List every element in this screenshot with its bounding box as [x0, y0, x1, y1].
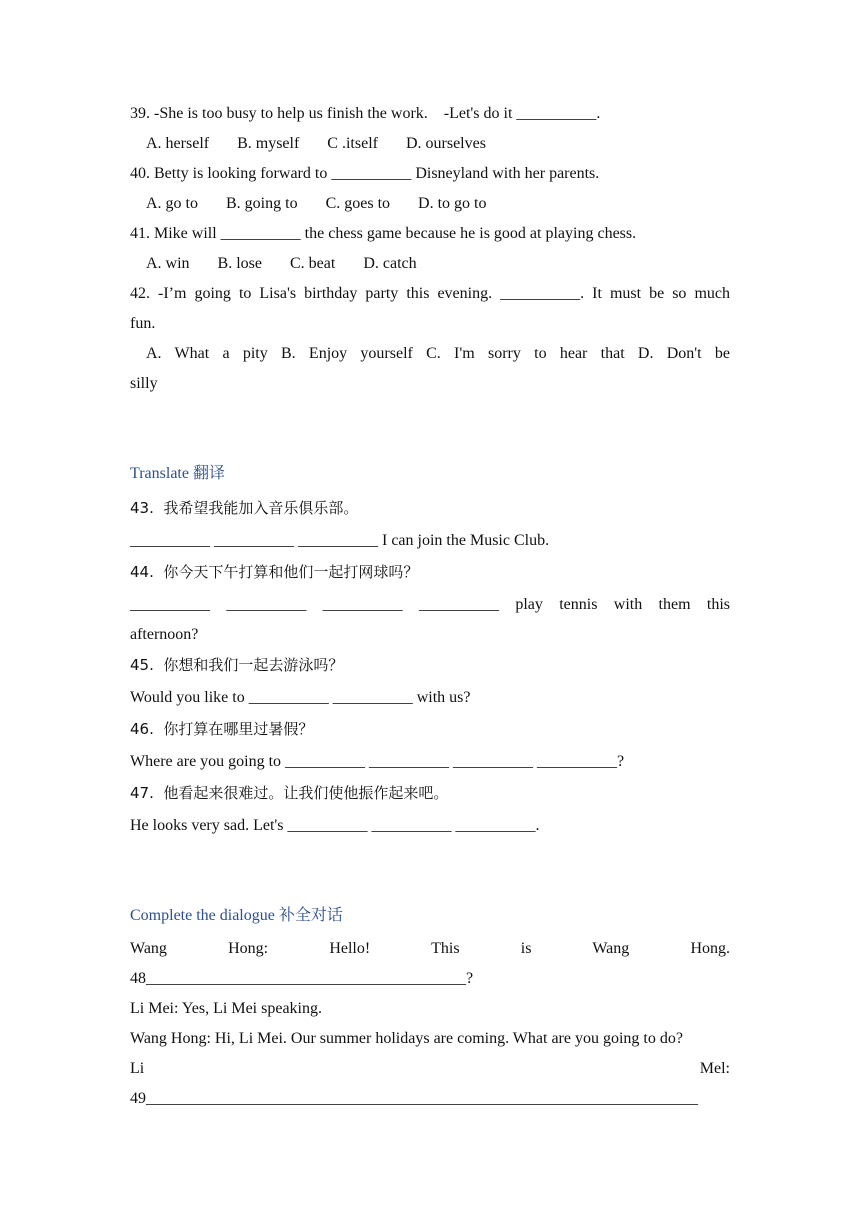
question-42: 42. -I’m going to Lisa's birthday party this evening. __________. It must be so much [130, 285, 730, 302]
answer-47: He looks very sad. Let's __________ __________ __________. [130, 817, 540, 834]
question-46: 46. 你打算在哪里过暑假？ [130, 720, 314, 738]
question-47: 47. 他看起来很难过。让我们使他振作起来吧。 [130, 784, 449, 802]
section-title-dialogue: Complete the dialogue 补全对话 [130, 907, 343, 924]
dialogue-blank-48: 48________________________________________? [130, 970, 474, 987]
answer-46: Where are you going to __________ __________ __________ __________? [130, 753, 625, 770]
dialogue-line-1: Wang Hong: Hello! This is Wang Hong. [130, 940, 730, 957]
answer-43: __________ __________ __________ I can join the Music Club. [130, 532, 550, 549]
dialogue-line-3: Wang Hong: Hi, Li Mei. Our summer holidays are coming. What are you going to do? [130, 1030, 683, 1047]
options-40: A. go to B. going to C. goes to D. to go to [146, 195, 487, 212]
section-title-translate: Translate 翻译 [130, 465, 225, 482]
answer-44-cont: afternoon? [130, 626, 199, 643]
dialogue-blank-49: 49_____________________________________________________________________ [130, 1090, 698, 1107]
question-45: 45. 你想和我们一起去游泳吗？ [130, 656, 344, 674]
question-44: 44. 你今天下午打算和他们一起打网球吗？ [130, 563, 419, 581]
answer-44: __________ __________ __________ __________ play tennis with them this [130, 596, 730, 613]
question-40: 40. Betty is looking forward to __________ Disneyland with her parents. [130, 165, 600, 182]
options-39: A. herself B. myself C .itself D. ourselves [146, 135, 486, 152]
question-39: 39. -She is too busy to help us finish the work. -Let's do it __________. [130, 105, 601, 122]
options-42: A. What a pity B. Enjoy yourself C. I'm sorry to hear that D. Don't be [146, 345, 730, 362]
options-41: A. win B. lose C. beat D. catch [146, 255, 417, 272]
dialogue-line-4: Li Mel: [130, 1060, 730, 1077]
dialogue-line-2: Li Mei: Yes, Li Mei speaking. [130, 1000, 322, 1017]
answer-45: Would you like to __________ __________ with us? [130, 689, 471, 706]
question-41: 41. Mike will __________ the chess game because he is good at playing chess. [130, 225, 637, 242]
question-43: 43. 我希望我能加入音乐俱乐部。 [130, 499, 359, 517]
question-42-cont: fun. [130, 315, 156, 332]
options-42-cont: silly [130, 375, 158, 392]
